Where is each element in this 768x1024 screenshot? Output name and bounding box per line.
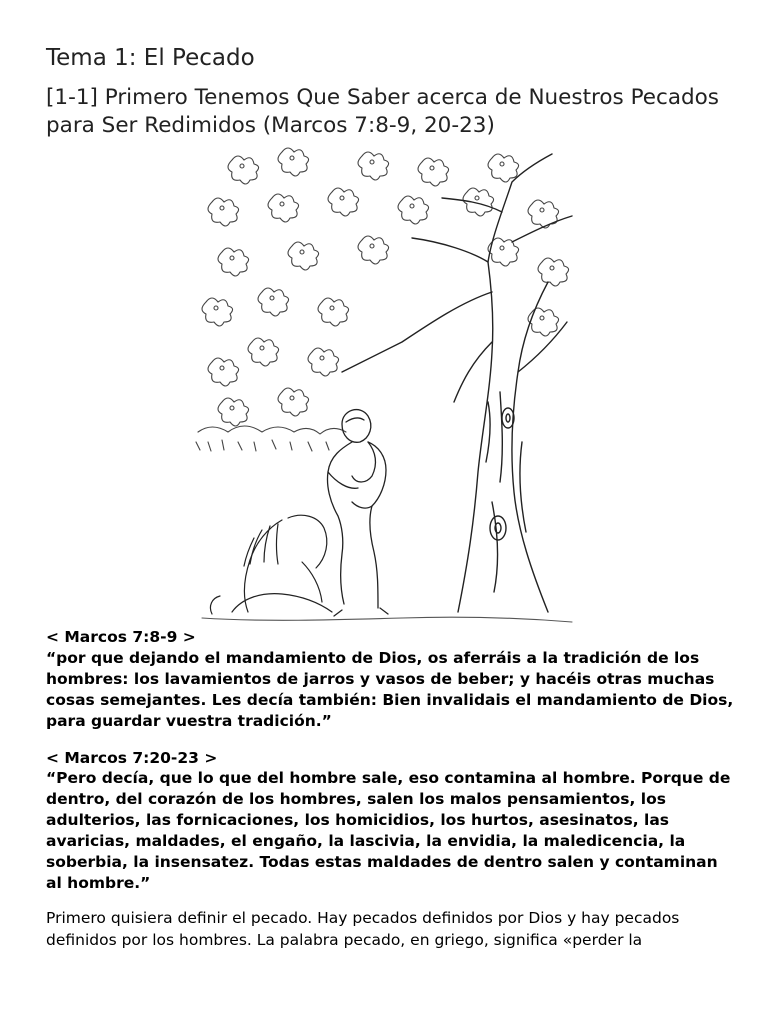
- tree-trunk: [342, 154, 572, 612]
- passage-2-text: “Pero decía, que lo que del hombre sale, eso contamina al hombre. Porque de dentro, del corazón de los hombres, salen los malos pensamientos, los adulterios, las fornicaciones, los homicidios, los hurtos, asesinatos, las avaricias, maldades, el engaño, la lascivia, la envidia, la maledicencia, la soberbia, la insensatez. Todas estas maldades de dentro salen y contaminan al hombre.”: [46, 769, 731, 892]
- eve-figure: [210, 515, 332, 614]
- ground-line: [202, 617, 572, 622]
- passage-1-reference: < Marcos 7:8-9 >: [46, 628, 196, 646]
- adam-figure: [327, 410, 388, 616]
- page-title: Tema 1: El Pecado: [46, 45, 255, 71]
- body-paragraph: Primero quisiera definir el pecado. Hay pecados definidos por Dios y hay pecados definidos por los hombres. La palabra pecado, en griego, significa «perder la: [46, 909, 680, 949]
- section-heading: [1-1] Primero Tenemos Que Saber acerca de Nuestros Pecados para Ser Redimidos (Marcos 7:8-9, 20-23): [46, 85, 720, 138]
- tree-canopy: [196, 148, 569, 451]
- adam-eve-tree-illustration: [192, 142, 578, 626]
- passage-1-text: “por que dejando el mandamiento de Dios, os aferráis a la tradición de los hombres: los lavamientos de jarros y vasos de beber; y hacéis otras muchas cosas semejantes. Les decía también: Bien invalidais el mandamiento de Dios, para guardar vuestra tradición.”: [46, 649, 734, 730]
- passage-2-reference: < Marcos 7:20-23 >: [46, 749, 218, 767]
